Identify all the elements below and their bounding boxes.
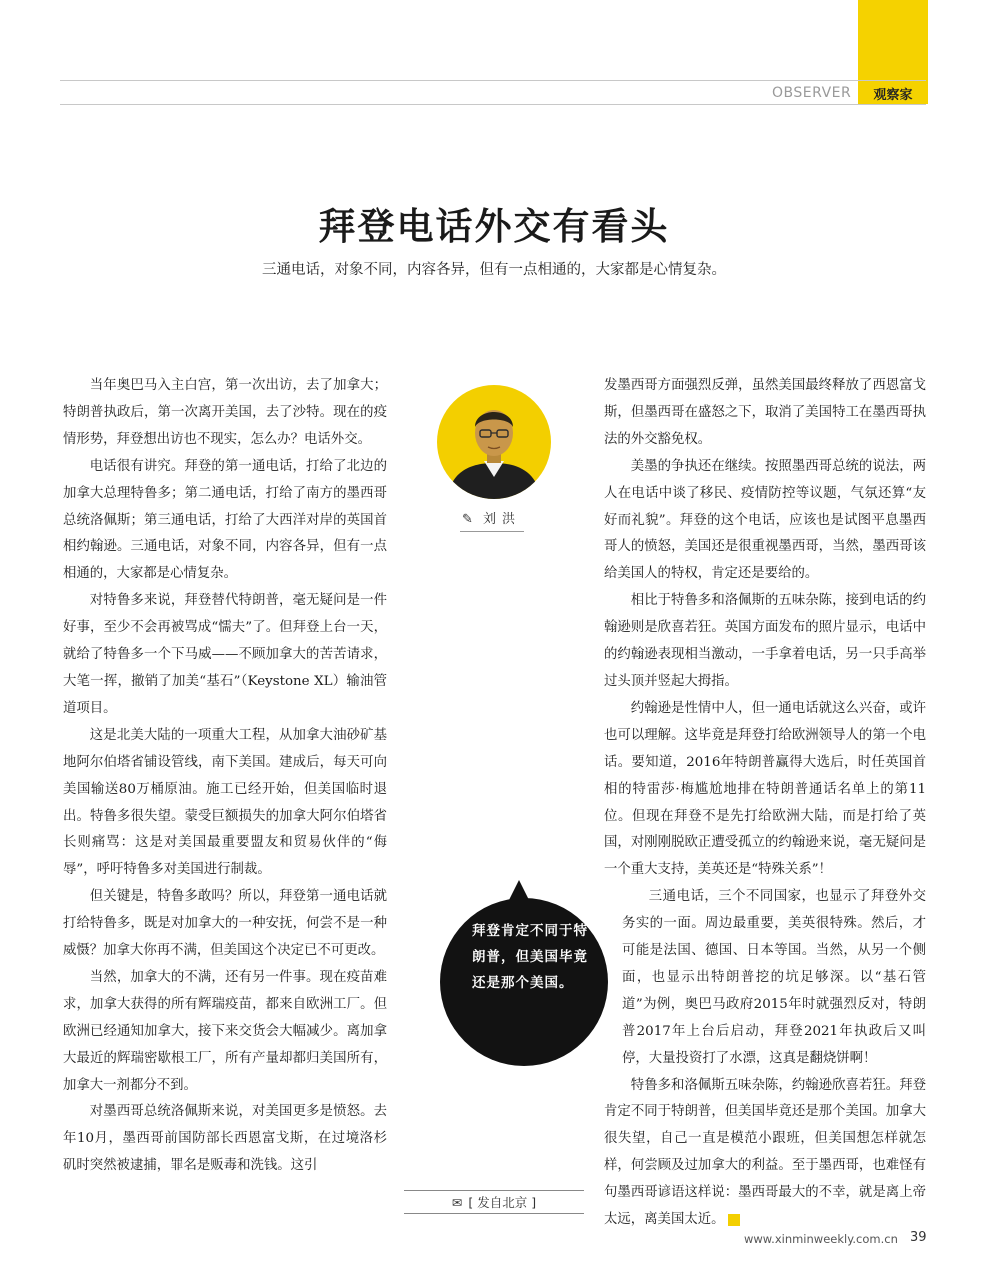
- dateline: [404, 1190, 584, 1214]
- footer-website: www.xinminweekly.com.cn: [744, 1232, 898, 1246]
- author-underline: [460, 531, 524, 532]
- paragraph: 但关键是，特鲁多敢吗？所以，拜登第一通电话就打给特鲁多，既是对加拿大的一种安抚，何尝不是一种威慑？加拿大你再不满，但美国这个决定已不可更改。: [63, 889, 387, 959]
- page-number: 39: [910, 1230, 927, 1245]
- author-byline: [462, 508, 521, 527]
- envelope-icon: ✉: [451, 1194, 463, 1210]
- paragraph: 当然，加拿大的不满，还有另一件事。现在疫苗难求，加拿大获得的所有辉瑞疫苗，都来自欧洲工厂。但欧洲已经通知加拿大，接下来交货会大幅减少。离加拿大最近的辉瑞密歇根工厂，所有产量却都归美国所有，加拿大一剂都分不到。: [63, 969, 387, 1093]
- section-label-en: OBSERVER: [772, 85, 852, 101]
- paragraph: 美墨的争执还在继续。按照墨西哥总统的说法，两人在电话中谈了移民、疫情防控等议题，气氛还算“友好而礼貌”。拜登的这个电话，应该也是试图平息墨西哥人的愤怒，美国还是很重视墨西哥，当然，墨西哥该给美国人的特权，肯定还是要给的。: [604, 458, 926, 582]
- end-mark-icon: [728, 1214, 740, 1226]
- paragraph: 发墨西哥方面强烈反弹，虽然美国最终释放了西恩富戈斯，但墨西哥在盛怒之下，取消了美国特工在墨西哥执法的外交豁免权。: [604, 378, 926, 447]
- article-subtitle: 三通电话，对象不同，内容各异，但有一点相通的，大家都是心情复杂。: [262, 262, 726, 278]
- paragraph: [604, 1073, 926, 1234]
- paragraph: 当年奥巴马入主白宫，第一次出访，去了加拿大；特朗普执政后，第一次离开美国，去了沙特。现在的疫情形势，拜登想出访也不现实，怎么办？电话外交。: [63, 378, 387, 447]
- paragraph: 约翰逊是性情中人，但一通电话就这么兴奋，或许也可以理解。这毕竟是拜登打给欧洲领导人的第一个电话。要知道，2016年特朗普赢得大选后，时任英国首相的特雷莎·梅尴尬地排在特朗普通话名单上的第11位。但现在拜登不是先打给欧洲大陆，而是打给了英国，对刚刚脱欧正遭受孤立的约翰逊来说，毫无疑问是一个重大支持，美英还是“特殊关系”！: [604, 700, 926, 878]
- dateline-text: [ 发自北京 ]: [468, 1195, 537, 1210]
- paragraph-text: 特鲁多和洛佩斯五味杂陈，约翰逊欣喜若狂。拜登肯定不同于特朗普，但美国毕竟还是那个美国。加拿大很失望，自己一直是模范小跟班，但美国想怎样就怎样，何尝顾及过加拿大的利益。至于墨西哥，也难怪有句墨西哥谚语这样说：墨西哥最大的不幸，就是离上帝太远，离美国太近。: [604, 1077, 926, 1228]
- pen-icon: ✎: [462, 512, 473, 527]
- paragraph: 对墨西哥总统洛佩斯来说，对美国更多是愤怒。去年10月，墨西哥前国防部长西恩富戈斯，在过境洛杉矶时突然被逮捕，罪名是贩毒和洗钱。这引: [63, 1104, 387, 1174]
- author-photo: [437, 385, 551, 499]
- paragraph: 对特鲁多来说，拜登替代特朗普，毫无疑问是一件好事，至少不会再被骂成“懦夫”了。但拜登上台一天，就给了特鲁多一个下马威——不顾加拿大的苦苦请求，大笔一挥，撤销了加美“基石”（Keystone XL）输油管道项目。: [63, 593, 387, 716]
- section-label-cn: 观察家: [858, 82, 928, 104]
- paragraph: 这是北美大陆的一项重大工程，从加拿大油砂矿基地阿尔伯塔省铺设管线，南下美国。建成后，每天可向美国输送80万桶原油。施工已经开始，但美国临时退出。特鲁多很失望。蒙受巨额损失的加拿大阿尔伯塔省长则痛骂：这是对美国最重要盟友和贸易伙伴的“侮辱”，呼吁特鲁多对美国进行制裁。: [63, 727, 387, 878]
- paragraph: 电话很有讲究。拜登的第一通电话，打给了北边的加拿大总理特鲁多；第二通电话，打给了南方的墨西哥总统洛佩斯；第三通电话，打给了大西洋对岸的英国首相约翰逊。三通电话，对象不同，内容各异，但有一点相通的，大家都是心情复杂。: [63, 458, 387, 582]
- paragraph: 相比于特鲁多和洛佩斯的五味杂陈，接到电话的约翰逊则是欣喜若狂。英国方面发布的照片显示，电话中的约翰逊表现相当激动，一手拿着电话，另一只手高举过头顶并竖起大拇指。: [604, 593, 926, 689]
- pull-quote-text: 拜登肯定不同于特朗普，但美国毕竟还是那个美国。: [472, 923, 588, 991]
- author-portrait-illustration: [437, 385, 551, 499]
- author-name: 刘洪: [483, 512, 522, 527]
- header-rule-top: [60, 80, 926, 81]
- paragraph: 三通电话，三个不同国家，也显示了拜登外交务实的一面。周边最重要，美英很特殊。然后，才可能是法国、德国、日本等国。当然，从另一个侧面，也显示出特朗普挖的坑足够深。以“基石管道”为例，奥巴马政府2015年时就强烈反对，特朗普2017年上台后启动，拜登2021年执政后又叫停，大量投资打了水漂，这真是翻烧饼啊！: [622, 889, 926, 1066]
- article-title: 拜登电话外交有看头: [318, 205, 670, 248]
- article-column-right: [604, 373, 926, 1234]
- header-accent-tab: [858, 0, 928, 82]
- article-column-left: [63, 373, 387, 1180]
- header-rule-bottom: [60, 104, 926, 105]
